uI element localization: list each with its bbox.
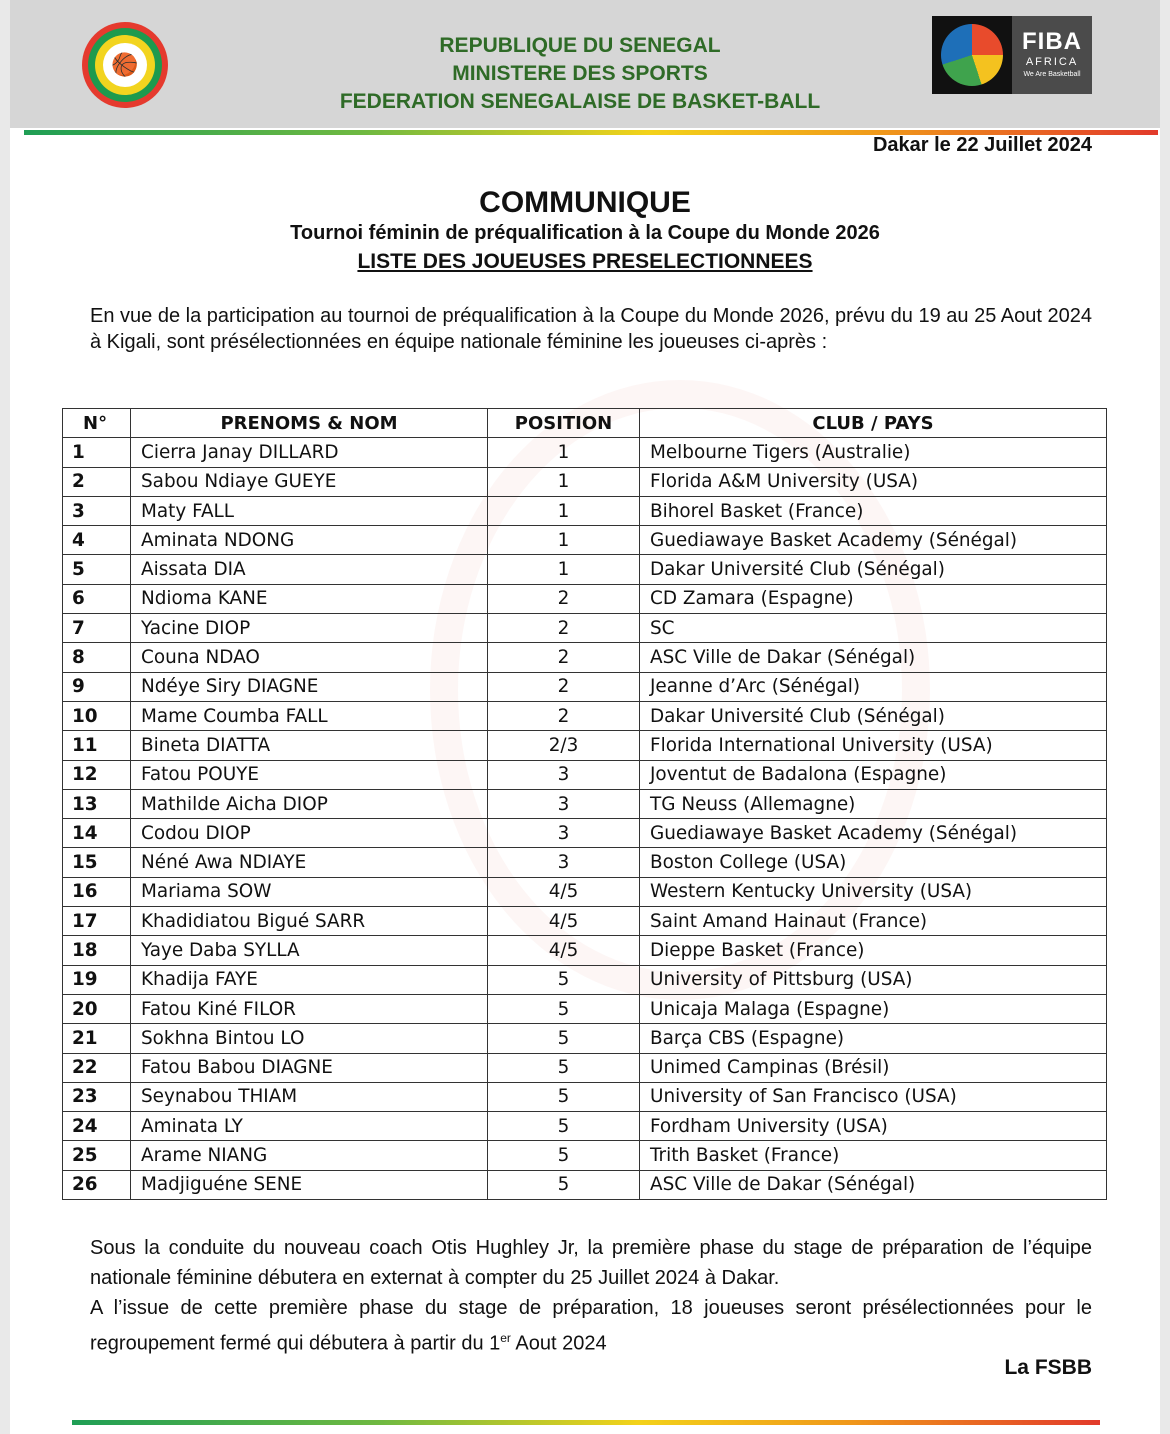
cell-num: 22: [63, 1053, 131, 1082]
col-header-num: N°: [63, 409, 131, 438]
fiba-logo-tagline: We Are Basketball: [1023, 71, 1081, 78]
cell-num: 21: [63, 1024, 131, 1053]
cell-num: 14: [63, 819, 131, 848]
cell-name: Khadija FAYE: [131, 965, 488, 994]
footer-divider: [72, 1420, 1100, 1425]
table-row: [63, 848, 1107, 877]
cell-club: TG Neuss (Allemagne): [640, 789, 1107, 818]
cell-name: Aminata LY: [131, 1112, 488, 1141]
fiba-logo-name: FIBA: [1022, 28, 1082, 55]
cell-name: Sokhna Bintou LO: [131, 1024, 488, 1053]
header-line-ministry: MINISTERE DES SPORTS: [452, 62, 708, 85]
cell-club: Dieppe Basket (France): [640, 936, 1107, 965]
cell-club: CD Zamara (Espagne): [640, 584, 1107, 613]
cell-num: 1: [63, 438, 131, 467]
table-row: [63, 1141, 1107, 1170]
closing-line-1: Sous la conduite du nouveau coach Otis Hughley Jr, la première phase du stage de préparation de l’équipe nationale féminine débutera en externat à compter du 25 Juillet 2024 à Dakar.: [90, 1237, 1092, 1289]
basketball-icon: [932, 16, 1012, 94]
cell-num: 17: [63, 907, 131, 936]
cell-position: 3: [488, 760, 640, 789]
table-header-row: [63, 409, 1107, 438]
cell-club: Dakar Université Club (Sénégal): [640, 555, 1107, 584]
cell-name: Mariama SOW: [131, 877, 488, 906]
cell-name: Fatou POUYE: [131, 760, 488, 789]
table-row: [63, 994, 1107, 1023]
table-row: [63, 965, 1107, 994]
cell-position: 5: [488, 1141, 640, 1170]
cell-club: Barça CBS (Espagne): [640, 1024, 1107, 1053]
table-row: [63, 936, 1107, 965]
closing-line-2: [90, 1293, 1092, 1359]
table-row: [63, 526, 1107, 555]
cell-club: ASC Ville de Dakar (Sénégal): [640, 643, 1107, 672]
players-table-body: [63, 438, 1107, 1200]
cell-position: 2/3: [488, 731, 640, 760]
table-row: [63, 819, 1107, 848]
closing-line-2-end: Aout 2024: [510, 1332, 607, 1355]
cell-club: Boston College (USA): [640, 848, 1107, 877]
cell-club: Western Kentucky University (USA): [640, 877, 1107, 906]
cell-club: Florida International University (USA): [640, 731, 1107, 760]
cell-name: Mathilde Aicha DIOP: [131, 789, 488, 818]
cell-name: Madjiguéne SENE: [131, 1170, 488, 1199]
cell-name: Yacine DIOP: [131, 614, 488, 643]
cell-position: 5: [488, 1082, 640, 1111]
cell-position: 3: [488, 848, 640, 877]
table-row: [63, 1170, 1107, 1199]
cell-num: 5: [63, 555, 131, 584]
cell-name: Couna NDAO: [131, 643, 488, 672]
cell-club: Florida A&M University (USA): [640, 467, 1107, 496]
cell-position: 2: [488, 643, 640, 672]
cell-num: 18: [63, 936, 131, 965]
cell-name: Bineta DIATTA: [131, 731, 488, 760]
cell-num: 7: [63, 614, 131, 643]
cell-club: Saint Amand Hainaut (France): [640, 907, 1107, 936]
cell-name: Néné Awa NDIAYE: [131, 848, 488, 877]
col-header-name: PRENOMS & NOM: [131, 409, 488, 438]
cell-position: 5: [488, 1053, 640, 1082]
table-row: [63, 438, 1107, 467]
cell-position: 5: [488, 994, 640, 1023]
table-row: [63, 1053, 1107, 1082]
cell-name: Fatou Babou DIAGNE: [131, 1053, 488, 1082]
cell-club: Guediawaye Basket Academy (Sénégal): [640, 819, 1107, 848]
letterhead-text: [260, 32, 900, 116]
table-row: [63, 1082, 1107, 1111]
document-subtitle: Tournoi féminin de préqualification à la Coupe du Monde 2026: [290, 222, 880, 244]
table-row: [63, 760, 1107, 789]
cell-club: Melbourne Tigers (Australie): [640, 438, 1107, 467]
cell-club: ASC Ville de Dakar (Sénégal): [640, 1170, 1107, 1199]
fiba-africa-logo: [932, 16, 1092, 94]
table-row: [63, 877, 1107, 906]
cell-name: Cierra Janay DILLARD: [131, 438, 488, 467]
header-line-federation: FEDERATION SENEGALAISE DE BASKET-BALL: [339, 90, 821, 113]
table-row: [63, 701, 1107, 730]
cell-club: SC: [640, 614, 1107, 643]
cell-position: 4/5: [488, 907, 640, 936]
cell-club: Fordham University (USA): [640, 1112, 1107, 1141]
cell-club: Unicaja Malaga (Espagne): [640, 994, 1107, 1023]
table-row: [63, 789, 1107, 818]
table-row: [63, 555, 1107, 584]
document-page: [10, 0, 1160, 1434]
cell-num: 16: [63, 877, 131, 906]
table-row: [63, 614, 1107, 643]
cell-name: Aissata DIA: [131, 555, 488, 584]
cell-name: Mame Coumba FALL: [131, 701, 488, 730]
document-date: Dakar le 22 Juillet 2024: [872, 134, 1092, 156]
table-row: [63, 672, 1107, 701]
cell-position: 5: [488, 1024, 640, 1053]
cell-position: 1: [488, 526, 640, 555]
cell-num: 3: [63, 496, 131, 525]
letterhead: [10, 0, 1160, 128]
cell-name: Seynabou THIAM: [131, 1082, 488, 1111]
cell-position: 1: [488, 555, 640, 584]
cell-position: 4/5: [488, 936, 640, 965]
cell-position: 3: [488, 819, 640, 848]
header-line-republic: REPUBLIQUE DU SENEGAL: [439, 34, 721, 57]
table-row: [63, 1112, 1107, 1141]
cell-name: Fatou Kiné FILOR: [131, 994, 488, 1023]
fiba-logo-region: AFRICA: [1025, 56, 1079, 68]
table-row: [63, 584, 1107, 613]
cell-position: 2: [488, 672, 640, 701]
cell-club: Guediawaye Basket Academy (Sénégal): [640, 526, 1107, 555]
table-row: [63, 643, 1107, 672]
cell-name: Ndéye Siry DIAGNE: [131, 672, 488, 701]
cell-num: 8: [63, 643, 131, 672]
cell-position: 5: [488, 1112, 640, 1141]
cell-name: Arame NIANG: [131, 1141, 488, 1170]
cell-club: Trith Basket (France): [640, 1141, 1107, 1170]
cell-club: Joventut de Badalona (Espagne): [640, 760, 1107, 789]
table-row: [63, 1024, 1107, 1053]
cell-name: Aminata NDONG: [131, 526, 488, 555]
cell-position: 1: [488, 467, 640, 496]
cell-num: 2: [63, 467, 131, 496]
closing-line-2-text: A l’issue de cette première phase du stage de préparation, 18 joueuses seront présélectionnées pour le regroupement fermé qui débutera à partir du 1: [90, 1297, 1092, 1355]
cell-num: 10: [63, 701, 131, 730]
cell-club: Unimed Campinas (Brésil): [640, 1053, 1107, 1082]
cell-position: 2: [488, 701, 640, 730]
cell-club: University of Pittsburg (USA): [640, 965, 1107, 994]
cell-name: Maty FALL: [131, 496, 488, 525]
cell-name: Sabou Ndiaye GUEYE: [131, 467, 488, 496]
cell-num: 19: [63, 965, 131, 994]
table-row: [63, 496, 1107, 525]
cell-num: 20: [63, 994, 131, 1023]
cell-num: 4: [63, 526, 131, 555]
cell-club: Dakar Université Club (Sénégal): [640, 701, 1107, 730]
cell-position: 5: [488, 1170, 640, 1199]
col-header-club: CLUB / PAYS: [640, 409, 1107, 438]
cell-position: 1: [488, 496, 640, 525]
cell-position: 2: [488, 614, 640, 643]
col-header-position: POSITION: [488, 409, 640, 438]
federation-seal-icon: 🏀: [82, 22, 168, 108]
cell-num: 11: [63, 731, 131, 760]
cell-position: 4/5: [488, 877, 640, 906]
cell-club: Bihorel Basket (France): [640, 496, 1107, 525]
table-row: [63, 731, 1107, 760]
cell-club: University of San Francisco (USA): [640, 1082, 1107, 1111]
players-table: [62, 408, 1107, 1200]
cell-position: 2: [488, 584, 640, 613]
cell-num: 12: [63, 760, 131, 789]
cell-num: 6: [63, 584, 131, 613]
closing-paragraph: [90, 1233, 1092, 1359]
signature: La FSBB: [1004, 1356, 1092, 1379]
cell-num: 26: [63, 1170, 131, 1199]
cell-num: 13: [63, 789, 131, 818]
cell-num: 15: [63, 848, 131, 877]
cell-name: Codou DIOP: [131, 819, 488, 848]
intro-paragraph: En vue de la participation au tournoi de préqualification à la Coupe du Monde 2026, prévu du 19 au 25 Aout 2024 à Kigali, sont présélectionnées en équipe nationale féminine les joueuses ci-après :: [90, 305, 1092, 353]
cell-num: 25: [63, 1141, 131, 1170]
cell-num: 24: [63, 1112, 131, 1141]
cell-position: 1: [488, 438, 640, 467]
document-title: COMMUNIQUE: [479, 186, 691, 219]
list-title: LISTE DES JOUEUSES PRESELECTIONNEES: [357, 250, 813, 273]
cell-name: Yaye Daba SYLLA: [131, 936, 488, 965]
table-row: [63, 467, 1107, 496]
cell-position: 5: [488, 965, 640, 994]
cell-num: 23: [63, 1082, 131, 1111]
closing-line-2-sup: er: [500, 1331, 511, 1345]
table-row: [63, 907, 1107, 936]
cell-position: 3: [488, 789, 640, 818]
cell-name: Ndioma KANE: [131, 584, 488, 613]
cell-club: Jeanne d’Arc (Sénégal): [640, 672, 1107, 701]
cell-num: 9: [63, 672, 131, 701]
cell-name: Khadidiatou Bigué SARR: [131, 907, 488, 936]
